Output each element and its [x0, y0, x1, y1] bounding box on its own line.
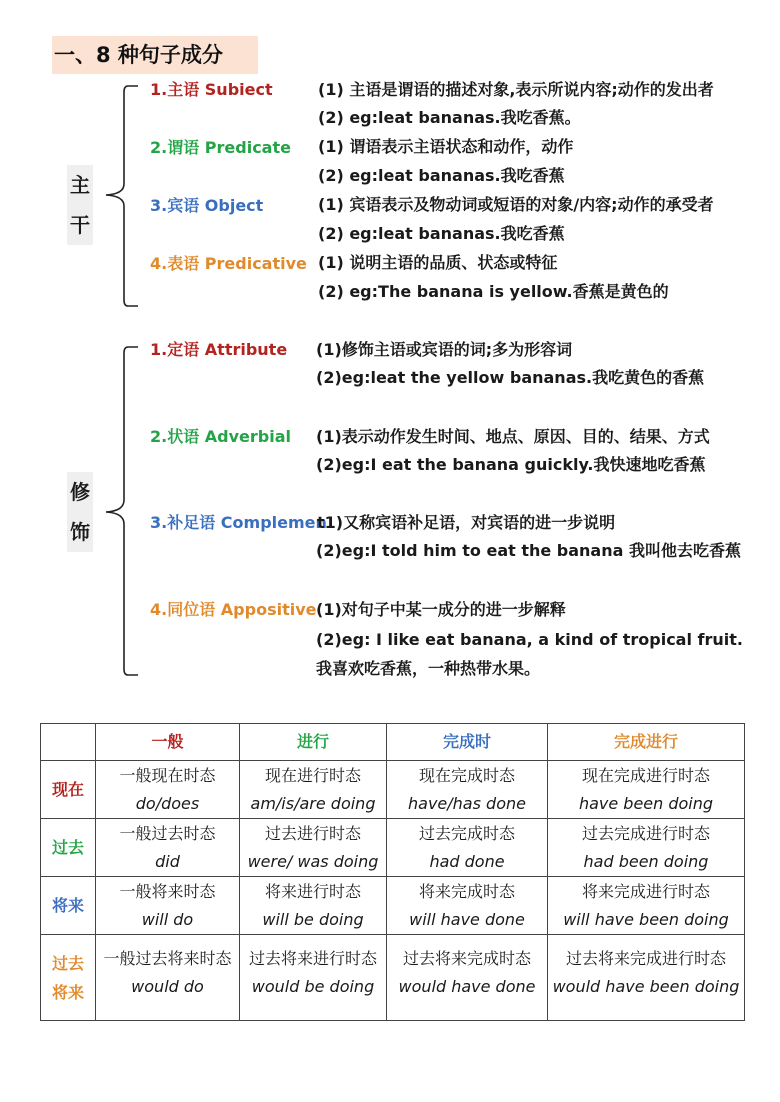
tense-table-corner-cell: [41, 724, 96, 761]
cell-tense-name: 一般过去将来时态: [103, 949, 232, 968]
row-label-past: 过去: [41, 819, 96, 877]
tense-table-header-row: [41, 724, 745, 761]
subject-term: 1.主语 Subiect: [150, 80, 273, 99]
adverbial-term: 2.状语 Adverbial: [150, 427, 292, 446]
cell-tense-form: had been doing: [583, 851, 709, 871]
table-cell: [387, 819, 548, 877]
cell-tense-name: 将来完成进行时态: [581, 881, 710, 901]
cell-tense-form: will have done: [409, 909, 525, 929]
complement-example: (2)eg:I told him to eat the banana 我叫他去吃香蕉: [316, 541, 741, 560]
table-row: [41, 819, 745, 877]
appositive-example: (2)eg: I like eat banana, a kind of tropical fruit.: [316, 630, 743, 649]
modifier-group-label: [67, 472, 93, 552]
row-label-future: 将来: [41, 877, 96, 935]
predicative-example: (2) eg:The banana is yellow.香蕉是黄色的: [318, 282, 669, 301]
cell-tense-form: have been doing: [578, 793, 714, 813]
predicative-term: 4.表语 Predicative: [150, 254, 307, 273]
attribute-definition: (1)修饰主语或宾语的词;多为形容词: [316, 340, 573, 359]
complement-term: 3.补足语 Complemen: [150, 513, 327, 532]
attribute-example: (2)eg:leat the yellow bananas.我吃黄色的香蕉: [316, 368, 705, 387]
cell-tense-name: 现在进行时态: [264, 765, 361, 785]
table-cell: [548, 935, 745, 1021]
appositive-example-translation: 我喜欢吃香蕉，一种热带水果。: [316, 659, 541, 678]
predicative-definition: (1) 说明主语的品质、状态或特征: [318, 253, 558, 272]
adverbial-example: (2)eg:I eat the banana guickly.我快速地吃香蕉: [316, 455, 706, 474]
complement-definition: t1)又称宾语补足语，对宾语的进一步说明: [317, 513, 616, 532]
table-cell: [96, 819, 240, 877]
cell-tense-name: 过去将来完成进行时态: [565, 949, 726, 968]
table-row: [41, 935, 745, 1021]
table-cell: [387, 935, 548, 1021]
table-cell: [387, 761, 548, 819]
cell-tense-name: 过去完成时态: [418, 823, 515, 843]
modifier-group-brace: [100, 345, 140, 679]
object-term: 3.宾语 Object: [150, 196, 264, 215]
main-group-label-char: 干: [70, 213, 90, 237]
cell-tense-name: 将来进行时态: [264, 881, 361, 901]
cell-tense-form: have/has done: [408, 793, 526, 813]
cell-tense-form: would do: [131, 977, 204, 996]
cell-tense-name: 过去将来进行时态: [248, 949, 377, 968]
table-cell: [96, 761, 240, 819]
cell-tense-form: had done: [429, 851, 505, 871]
header-cell-progressive: 进行: [240, 724, 387, 761]
main-group-brace: [100, 84, 140, 310]
subject-definition: (1) 主语是谓语的描述对象,表示所说内容;动作的发出者: [318, 80, 714, 99]
cell-tense-name: 现在完成进行时态: [581, 765, 710, 785]
modifier-group-label-char: 饰: [70, 520, 90, 544]
cell-tense-form: am/is/are doing: [250, 793, 376, 813]
cell-tense-form: do/does: [135, 793, 200, 813]
table-cell: [240, 819, 387, 877]
appositive-definition: (1)对句子中某一成分的进一步解释: [316, 600, 566, 619]
cell-tense-name: 将来完成时态: [418, 881, 515, 901]
cell-tense-form: would have done: [398, 977, 536, 996]
cell-tense-name: 一般现在时态: [119, 765, 216, 785]
cell-tense-name: 过去将来完成时态: [402, 949, 531, 968]
appositive-term: 4.同位语 Appositive: [150, 600, 317, 619]
cell-tense-name: 过去进行时态: [264, 823, 361, 843]
cell-tense-name: 一般过去时态: [119, 823, 216, 843]
table-cell: [240, 935, 387, 1021]
row-label-past-future: [41, 935, 96, 1021]
table-cell: [548, 761, 745, 819]
header-cell-perfect-progressive: 完成进行: [548, 724, 745, 761]
modifier-group-label-char: 修: [70, 480, 90, 504]
cell-tense-name: 一般将来时态: [119, 881, 216, 901]
cell-tense-form: would be doing: [251, 977, 375, 996]
cell-tense-form: did: [155, 851, 180, 871]
main-group-label-char: 主: [70, 173, 90, 197]
cell-tense-form: will do: [141, 909, 194, 929]
table-row: [41, 761, 745, 819]
table-cell: [96, 877, 240, 935]
cell-tense-name: 过去完成进行时态: [581, 823, 710, 843]
cell-tense-form: were/ was doing: [247, 851, 379, 871]
object-definition: (1) 宾语表示及物动词或短语的对象/内容;动作的承受者: [318, 195, 714, 214]
predicate-term: 2.谓语 Predicate: [150, 138, 291, 157]
predicate-example: (2) eg:leat bananas.我吃香蕉: [318, 166, 565, 185]
tense-table: [40, 723, 745, 1021]
object-example: (2) eg:leat bananas.我吃香蕉: [318, 224, 565, 243]
table-row: [41, 877, 745, 935]
subject-example: (2) eg:leat bananas.我吃香蕉。: [318, 108, 581, 127]
adverbial-definition: (1)表示动作发生时间、地点、原因、目的、结果、方式: [316, 427, 710, 446]
cell-tense-form: will have been doing: [563, 909, 729, 929]
table-cell: [387, 877, 548, 935]
table-cell: [240, 877, 387, 935]
table-cell: [548, 819, 745, 877]
cell-tense-name: 现在完成时态: [418, 765, 515, 785]
row-label-text: 过去将来: [52, 953, 85, 1002]
table-cell: [240, 761, 387, 819]
page-title: 一、8 种句子成分: [52, 36, 258, 74]
header-cell-simple: 一般: [96, 724, 240, 761]
attribute-term: 1.定语 Attribute: [150, 340, 288, 359]
predicate-definition: (1) 谓语表示主语状态和动作，动作: [318, 137, 574, 156]
table-cell: [96, 935, 240, 1021]
table-cell: [548, 877, 745, 935]
main-group-label: [67, 165, 93, 245]
cell-tense-form: would have been doing: [552, 977, 740, 996]
cell-tense-form: will be doing: [262, 909, 364, 929]
header-cell-perfect: 完成时: [387, 724, 548, 761]
row-label-present: 现在: [41, 761, 96, 819]
